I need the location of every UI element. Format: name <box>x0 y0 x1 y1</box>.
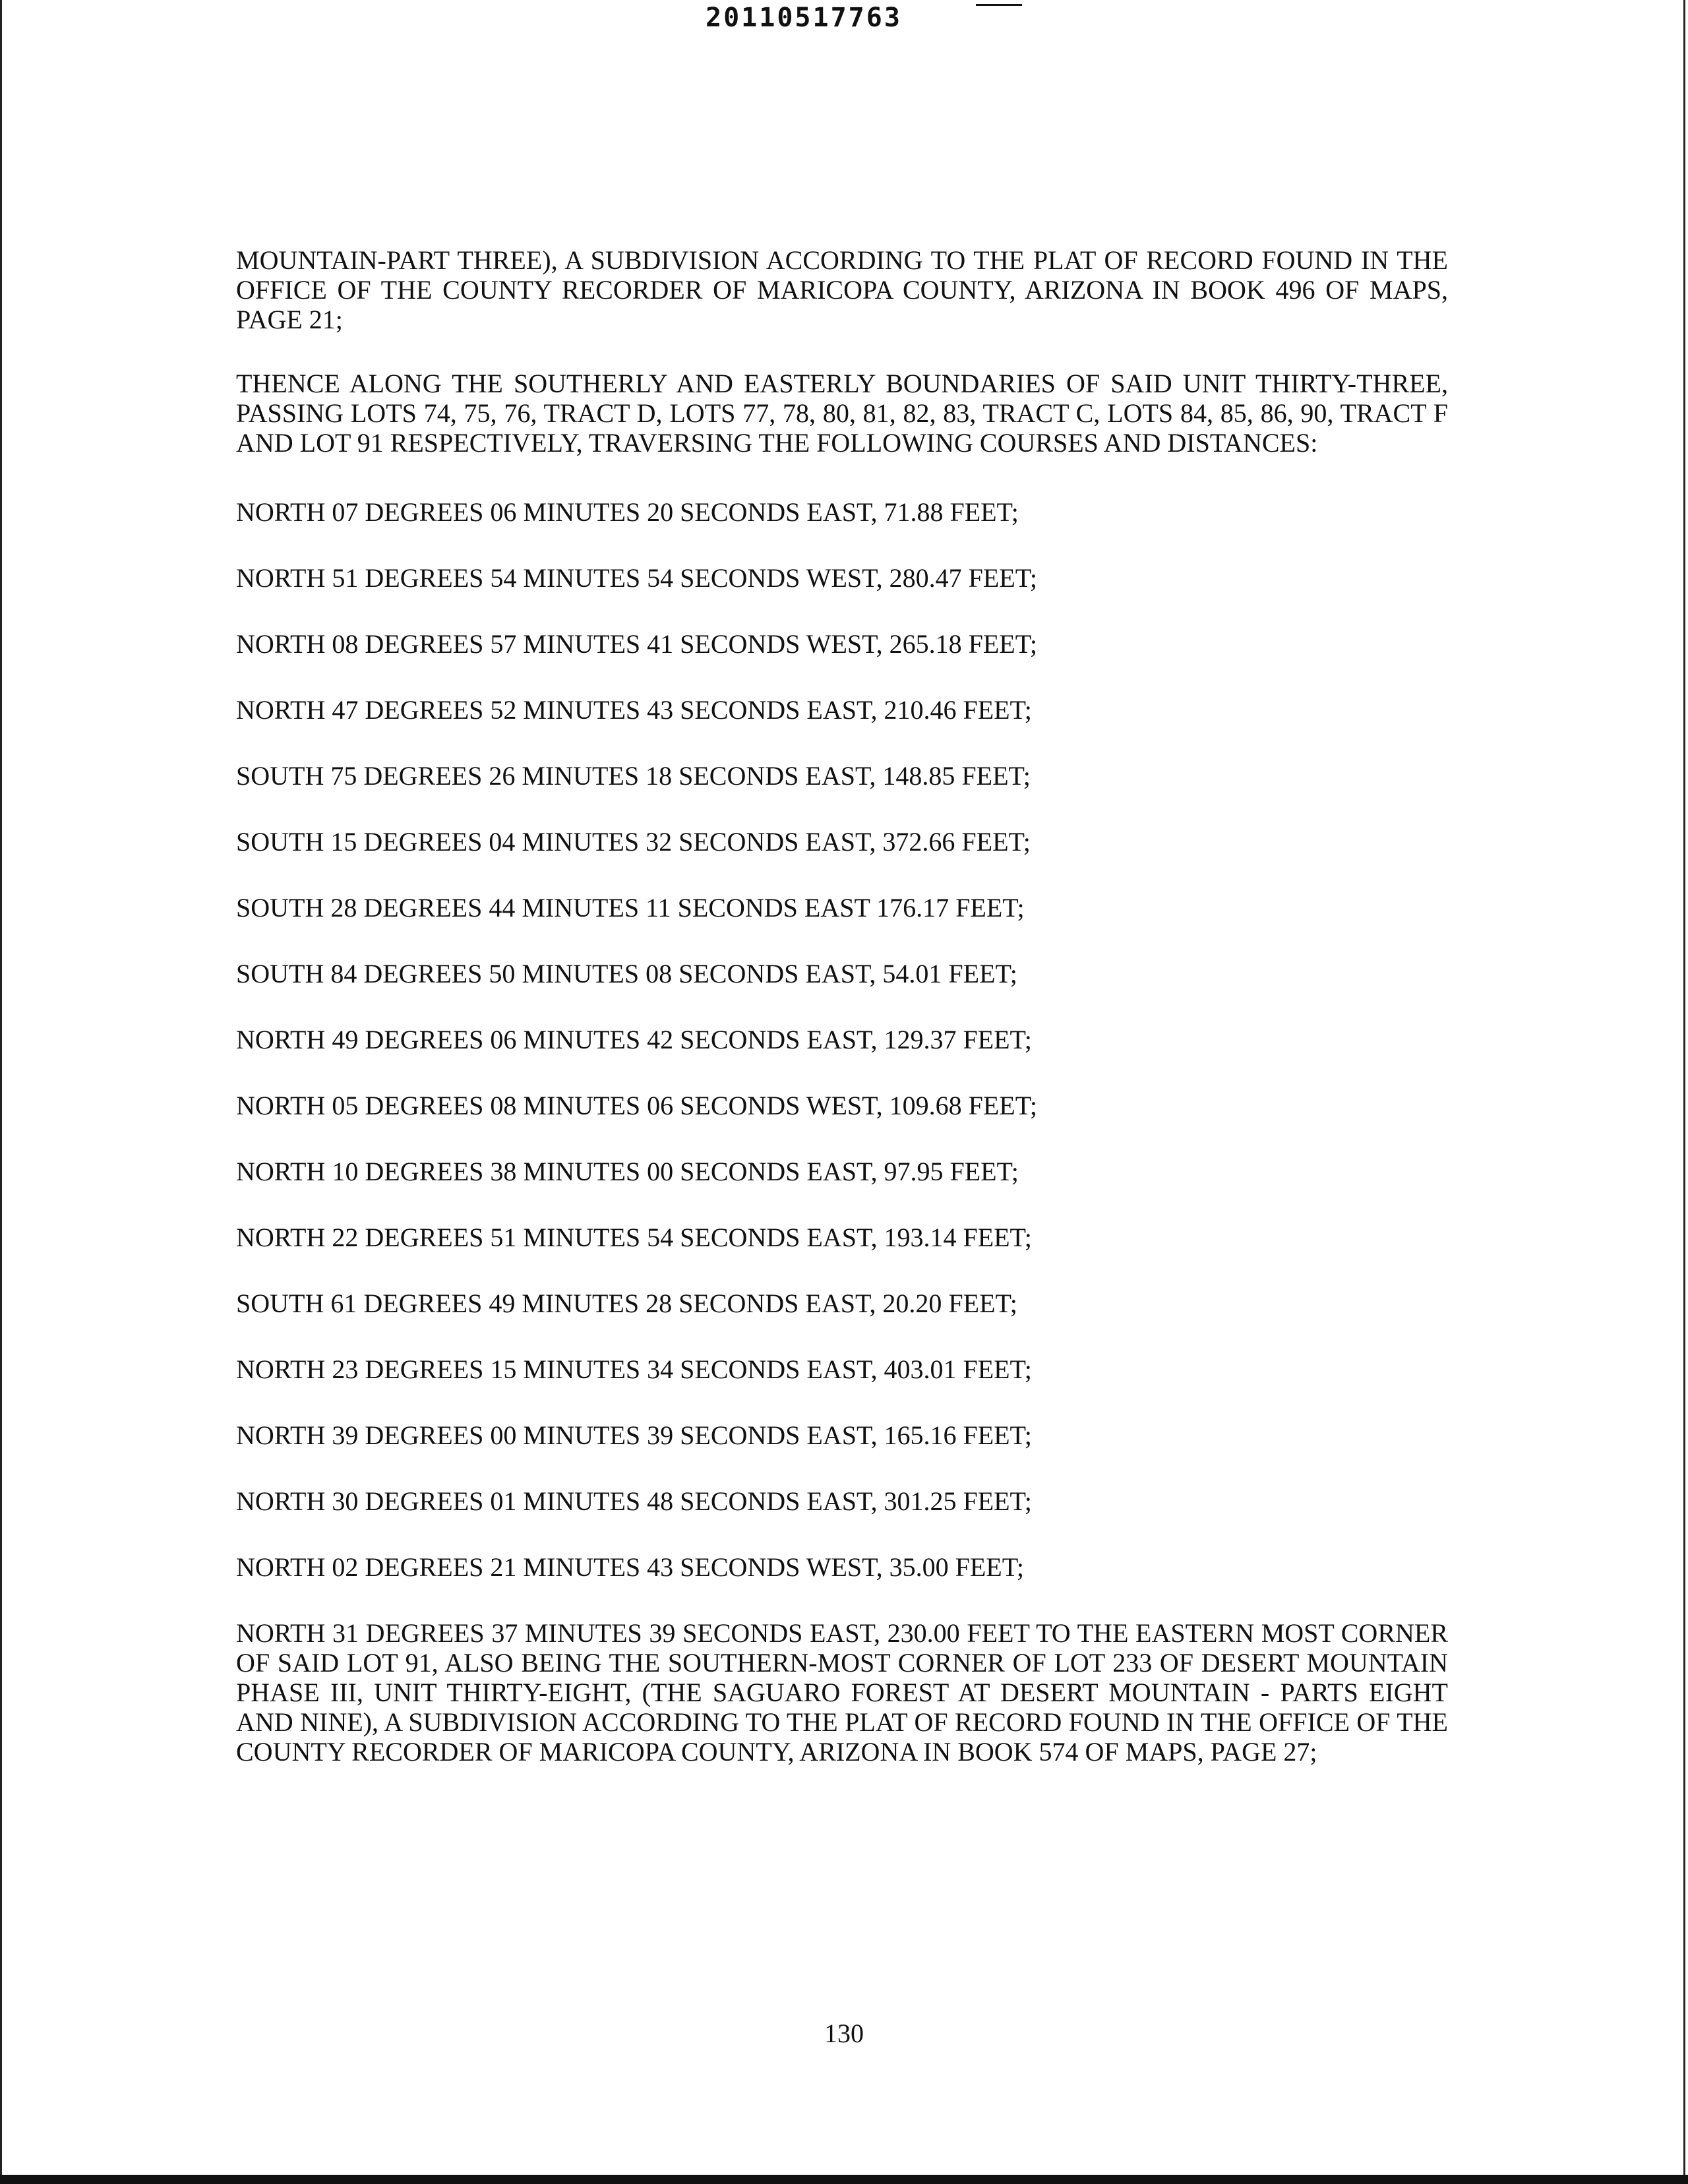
course-line: NORTH 39 DEGREES 00 MINUTES 39 SECONDS EAST, 165.16 FEET; <box>236 1420 1032 1450</box>
course-line: NORTH 47 DEGREES 52 MINUTES 43 SECONDS EAST, 210.46 FEET; <box>236 695 1032 725</box>
course-line: NORTH 51 DEGREES 54 MINUTES 54 SECONDS WEST, 280.47 FEET; <box>236 563 1038 593</box>
scan-edge-bottom <box>0 2175 1688 2184</box>
page-number: 130 <box>824 2018 864 2048</box>
intro-paragraph: MOUNTAIN-PART THREE), A SUBDIVISION ACCORDING TO THE PLAT OF RECORD FOUND IN THE OFFICE OF THE COUNTY RECORDER OF MARICOPA COUNTY, ARIZONA IN BOOK 496 OF MAPS, PAGE 21; <box>236 245 1448 334</box>
course-line: NORTH 49 DEGREES 06 MINUTES 42 SECONDS EAST, 129.37 FEET; <box>236 1025 1032 1054</box>
course-line: NORTH 10 DEGREES 38 MINUTES 00 SECONDS EAST, 97.95 FEET; <box>236 1157 1019 1186</box>
final-paragraph: NORTH 31 DEGREES 37 MINUTES 39 SECONDS EAST, 230.00 FEET TO THE EASTERN MOST CORNER OF SAID LOT 91, ALSO BEING THE SOUTHERN-MOST CORNER OF LOT 233 OF DESERT MOUNTAIN PHASE III, UNIT THIRTY-EIGHT, (THE SAGUARO FOREST AT DESERT MOUNTAIN - PARTS EIGHT AND NINE), A SUBDIVISION ACCORDING TO THE PLAT OF RECORD FOUND IN THE OFFICE OF THE COUNTY RECORDER OF MARICOPA COUNTY, ARIZONA IN BOOK 574 OF MAPS, PAGE 27; <box>236 1618 1448 1767</box>
course-line: NORTH 23 DEGREES 15 MINUTES 34 SECONDS EAST, 403.01 FEET; <box>236 1354 1032 1384</box>
course-list <box>236 497 1448 1582</box>
course-line: SOUTH 61 DEGREES 49 MINUTES 28 SECONDS EAST, 20.20 FEET; <box>236 1289 1017 1318</box>
course-line: SOUTH 84 DEGREES 50 MINUTES 08 SECONDS EAST, 54.01 FEET; <box>236 959 1017 988</box>
stamp-underline <box>976 4 1022 6</box>
course-line: SOUTH 75 DEGREES 26 MINUTES 18 SECONDS EAST, 148.85 FEET; <box>236 761 1031 791</box>
recording-number: 20110517763 <box>706 3 902 33</box>
course-line: NORTH 05 DEGREES 08 MINUTES 06 SECONDS WEST, 109.68 FEET; <box>236 1091 1038 1120</box>
thence-paragraph: THENCE ALONG THE SOUTHERLY AND EASTERLY BOUNDARIES OF SAID UNIT THIRTY-THREE, PASSING LOTS 74, 75, 76, TRACT D, LOTS 77, 78, 80, 81, 82, 83, TRACT C, LOTS 84, 85, 86, 90, TRACT F AND LOT 91 RESPECTIVELY, TRAVERSING THE FOLLOWING COURSES AND DISTANCES: <box>236 369 1448 458</box>
scan-edge-left <box>0 0 2 2176</box>
scan-edge-right <box>1683 0 1685 2176</box>
course-line: NORTH 08 DEGREES 57 MINUTES 41 SECONDS WEST, 265.18 FEET; <box>236 629 1038 659</box>
document-body <box>236 245 1448 1767</box>
course-line: NORTH 02 DEGREES 21 MINUTES 43 SECONDS WEST, 35.00 FEET; <box>236 1552 1025 1582</box>
course-line: SOUTH 15 DEGREES 04 MINUTES 32 SECONDS EAST, 372.66 FEET; <box>236 827 1031 857</box>
course-line: SOUTH 28 DEGREES 44 MINUTES 11 SECONDS EAST 176.17 FEET; <box>236 893 1025 923</box>
course-line: NORTH 07 DEGREES 06 MINUTES 20 SECONDS EAST, 71.88 FEET; <box>236 497 1019 527</box>
course-line: NORTH 22 DEGREES 51 MINUTES 54 SECONDS EAST, 193.14 FEET; <box>236 1223 1032 1252</box>
course-line: NORTH 30 DEGREES 01 MINUTES 48 SECONDS EAST, 301.25 FEET; <box>236 1486 1032 1516</box>
